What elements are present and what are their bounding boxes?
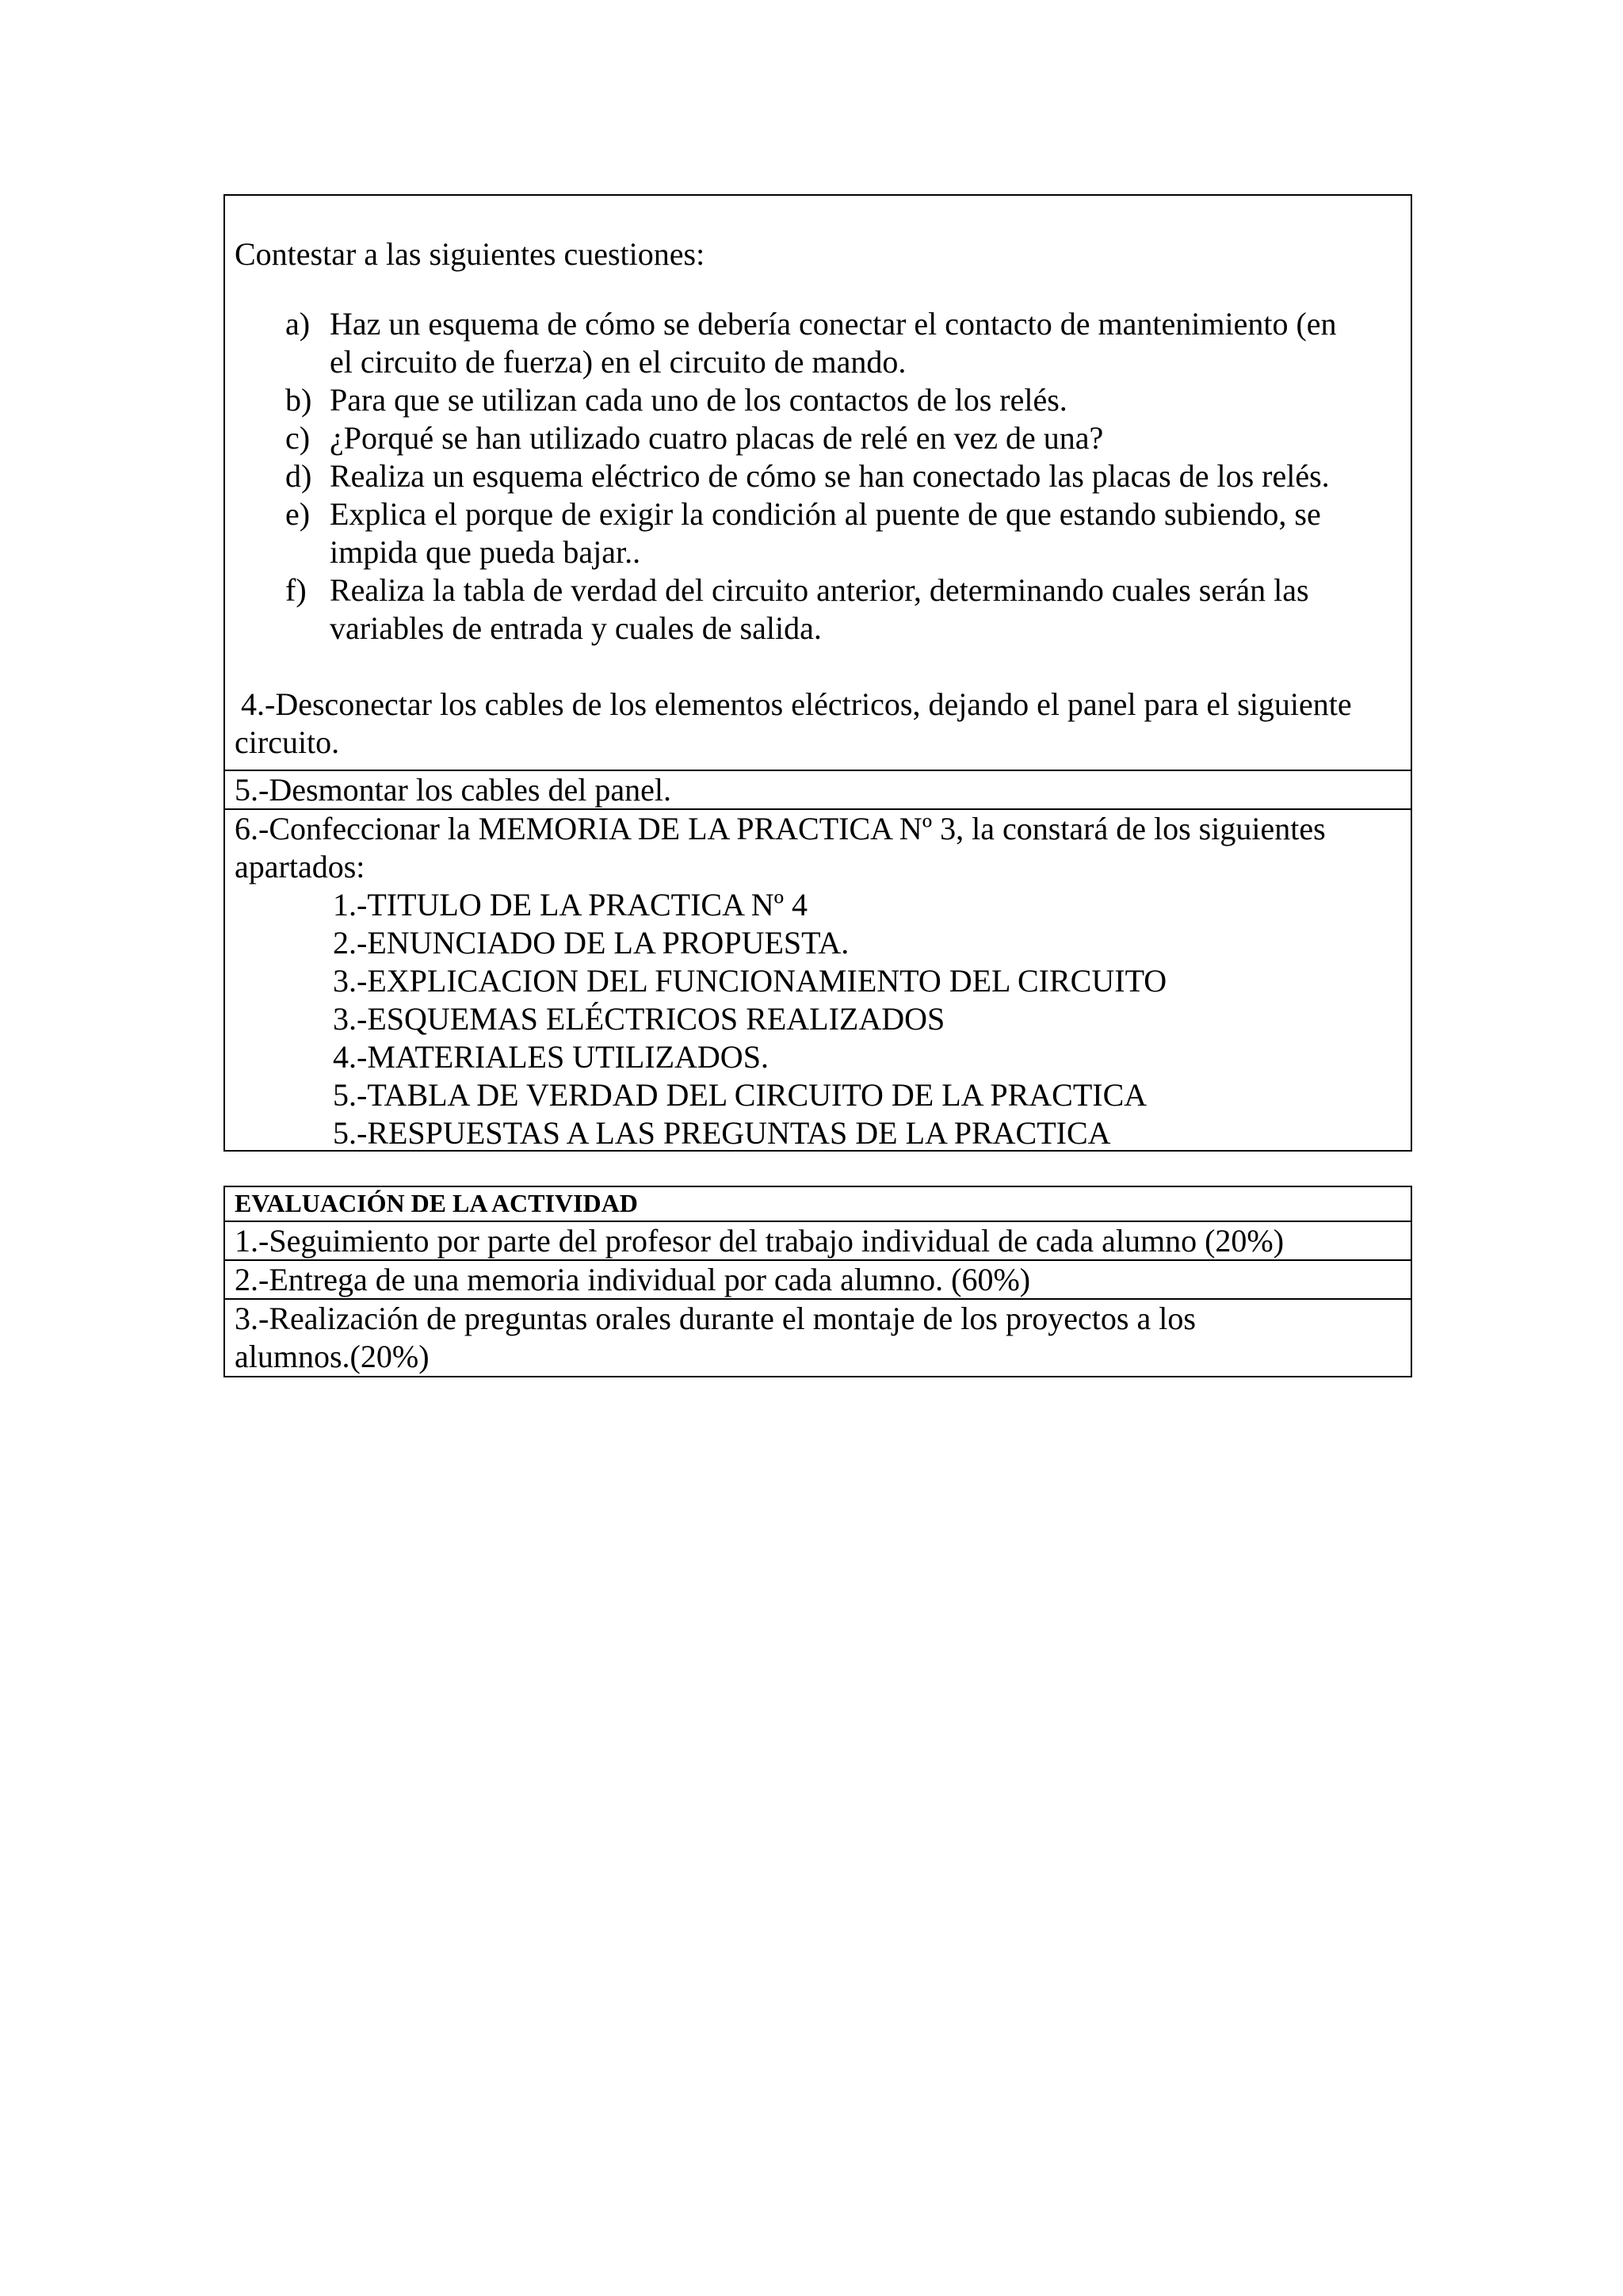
memoria-section-item: 3.-ESQUEMAS ELÉCTRICOS REALIZADOS [333, 1001, 945, 1037]
question-line: ¿Porqué se han utilizado cuatro placas de relé en vez de una? [330, 420, 1104, 456]
memoria-section-item: 1.-TITULO DE LA PRACTICA Nº 4 [333, 887, 808, 923]
step-6-text [225, 810, 1411, 886]
evaluation-row [225, 1259, 1411, 1298]
evaluation-row-line: alumnos.(20%) [235, 1339, 430, 1374]
questions-intro: Contestar a las siguientes cuestiones: [235, 236, 705, 272]
step-4-line: circuito. [235, 724, 340, 760]
questions-cell [225, 196, 1411, 770]
question-marker: c) [285, 420, 311, 456]
memoria-section-item: 2.-ENUNCIADO DE LA PROPUESTA. [333, 925, 850, 961]
evaluation-header-cell [225, 1187, 1411, 1221]
questions-list [225, 305, 1411, 648]
memoria-section-item: 4.-MATERIALES UTILIZADOS. [333, 1039, 769, 1075]
question-marker: d) [285, 458, 312, 494]
evaluation-row [225, 1298, 1411, 1376]
question-line: el circuito de fuerza) en el circuito de mando. [330, 344, 907, 380]
question-line: Para que se utilizan cada uno de los contactos de los relés. [330, 382, 1067, 418]
question-marker: e) [285, 496, 311, 532]
question-line: Explica el porque de exigir la condición al puente de que estando subiendo, se [330, 496, 1321, 532]
memoria-section-item: 5.-TABLA DE VERDAD DEL CIRCUITO DE LA PRACTICA [333, 1077, 1148, 1113]
activity-steps-table [223, 194, 1412, 1152]
step-4-text [225, 686, 1411, 762]
evaluation-table [223, 1186, 1412, 1377]
question-item [285, 381, 1411, 419]
step-5-cell [225, 770, 1411, 808]
question-item [285, 457, 1411, 495]
question-marker: a) [285, 306, 311, 342]
memoria-sections-list [225, 886, 1411, 1152]
question-line: impida que pueda bajar.. [330, 534, 641, 570]
question-line: Realiza la tabla de verdad del circuito anterior, determinando cuales serán las [330, 572, 1309, 608]
memoria-section-item: 5.-RESPUESTAS A LAS PREGUNTAS DE LA PRACTICA [333, 1115, 1111, 1151]
evaluation-row-text [225, 1300, 1411, 1376]
question-item [285, 419, 1411, 457]
evaluation-row [225, 1221, 1411, 1259]
step-6-line: 6.-Confeccionar la MEMORIA DE LA PRACTICA Nº 3, la constará de los siguientes [235, 811, 1326, 846]
evaluation-row-text: 1.-Seguimiento por parte del profesor del trabajo individual de cada alumno (20%) [235, 1223, 1285, 1259]
step-4-line: 4.-Desconectar los cables de los elementos eléctricos, dejando el panel para el siguiente [241, 686, 1352, 722]
question-item [285, 571, 1411, 648]
question-marker: b) [285, 382, 312, 418]
evaluation-row-text: 2.-Entrega de una memoria individual por cada alumno. (60%) [235, 1262, 1031, 1297]
evaluation-row-line: 3.-Realización de preguntas orales durante el montaje de los proyectos a los [235, 1301, 1196, 1336]
step-6-cell [225, 808, 1411, 1150]
question-line: Realiza un esquema eléctrico de cómo se han conectado las placas de los relés. [330, 458, 1330, 494]
question-line: Haz un esquema de cómo se debería conectar el contacto de mantenimiento (en [330, 306, 1337, 342]
question-item [285, 495, 1411, 571]
question-marker: f) [285, 572, 307, 608]
evaluation-title: EVALUACIÓN DE LA ACTIVIDAD [235, 1189, 638, 1217]
step-5-text: 5.-Desmontar los cables del panel. [235, 772, 671, 808]
question-item [285, 305, 1411, 381]
question-line: variables de entrada y cuales de salida. [330, 610, 822, 646]
step-6-line: apartados: [235, 849, 365, 884]
memoria-section-item: 3.-EXPLICACION DEL FUNCIONAMIENTO DEL CIRCUITO [333, 963, 1167, 999]
